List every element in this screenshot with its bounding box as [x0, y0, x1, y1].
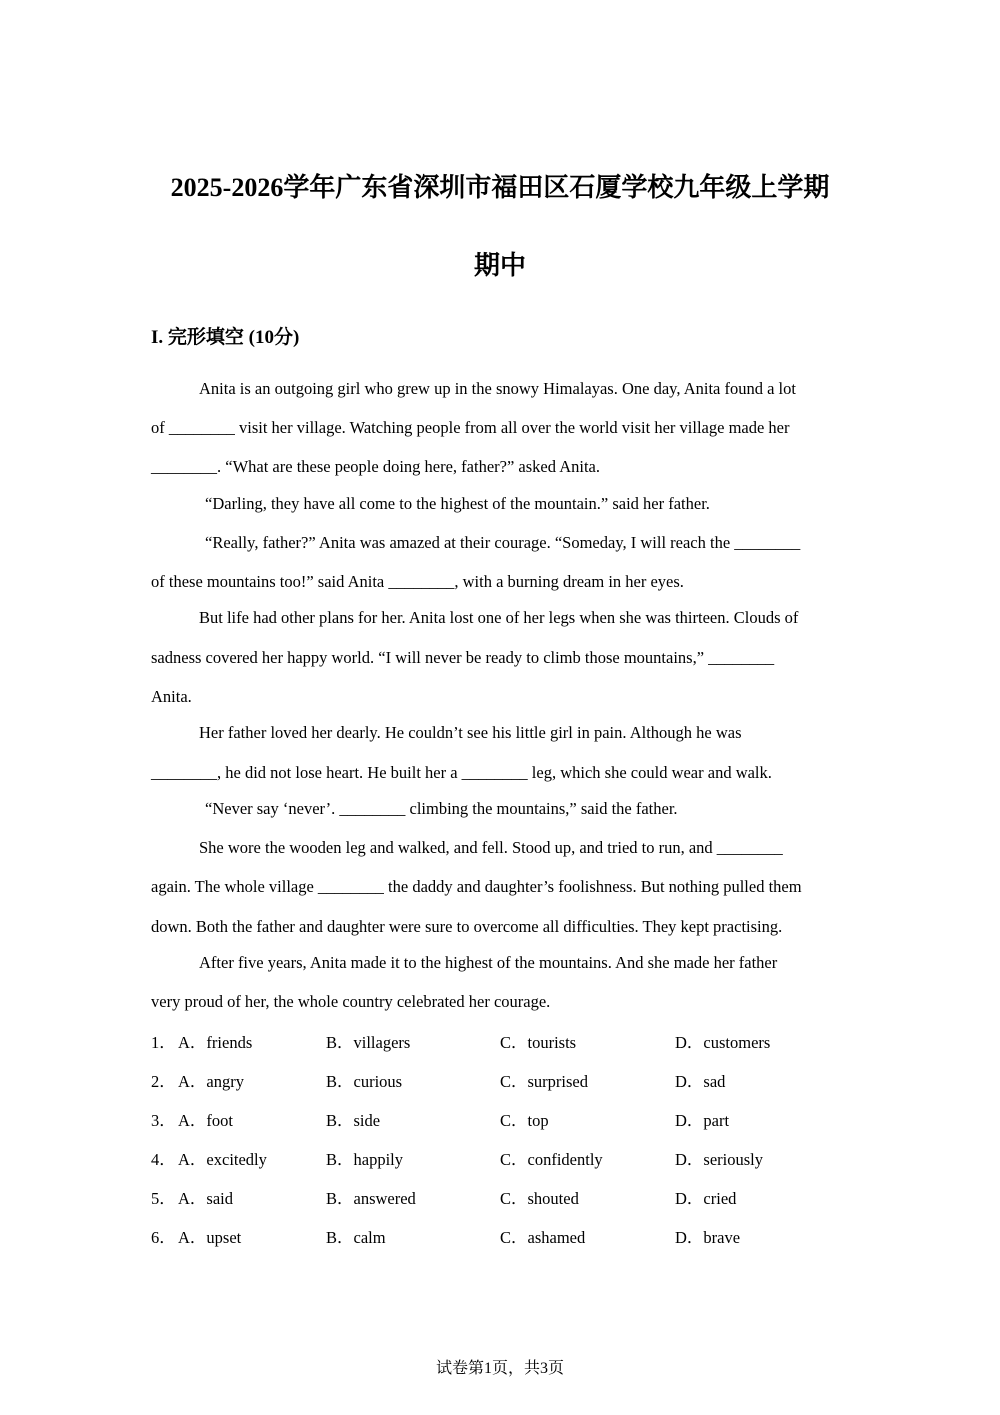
option-d: D．seriously	[675, 1150, 763, 1169]
option-d: D．part	[675, 1111, 730, 1130]
passage-line: very proud of her, the whole country celebrated her courage.	[151, 992, 551, 1011]
passage-line: “Darling, they have all come to the highest of the mountain.” said her father.	[205, 494, 710, 513]
option-a: A．angry	[178, 1072, 244, 1091]
question-number: 4．	[151, 1150, 176, 1169]
passage-line: of ________ visit her village. Watching people from all over the world visit her village made her	[151, 418, 790, 437]
option-b: B．answered	[326, 1189, 416, 1208]
passage-line: But life had other plans for her. Anita lost one of her legs when she was thirteen. Clouds of	[199, 608, 799, 627]
option-a: A．excitedly	[178, 1150, 267, 1169]
passage-line: down. Both the father and daughter were sure to overcome all difficulties. They kept practising.	[151, 917, 783, 936]
question-row	[151, 1185, 871, 1209]
question-number: 3．	[151, 1111, 176, 1130]
section-heading: I. 完形填空 (10分)	[151, 327, 300, 348]
option-c: C．shouted	[500, 1189, 579, 1208]
passage-line: ________. “What are these people doing here, father?” asked Anita.	[151, 457, 600, 476]
question-number: 2．	[151, 1072, 176, 1091]
option-b: B．calm	[326, 1228, 386, 1247]
option-c: C．tourists	[500, 1033, 577, 1052]
option-a: A．foot	[178, 1111, 233, 1130]
passage-line: “Really, father?” Anita was amazed at their courage. “Someday, I will reach the ________	[205, 533, 801, 552]
option-d: D．customers	[675, 1033, 771, 1052]
passage-line: sadness covered her happy world. “I will never be ready to climb those mountains,” ________	[151, 648, 775, 667]
option-d: D．sad	[675, 1072, 726, 1091]
question-row	[151, 1068, 871, 1092]
question-row	[151, 1029, 871, 1053]
option-a: A．upset	[178, 1228, 242, 1247]
document-title-line-2: 期中	[473, 251, 526, 280]
passage-line: Her father loved her dearly. He couldn’t see his little girl in pain. Although he was	[199, 723, 742, 742]
option-a: A．friends	[178, 1033, 253, 1052]
question-row	[151, 1146, 871, 1170]
passage-line: again. The whole village ________ the daddy and daughter’s foolishness. But nothing pulled them	[151, 877, 802, 896]
option-b: B．curious	[326, 1072, 403, 1091]
passage-line: Anita.	[151, 687, 192, 706]
document-title-line-1: 2025-2026学年广东省深圳市福田区石厦学校九年级上学期	[170, 173, 830, 202]
question-row	[151, 1107, 871, 1131]
passage-line: She wore the wooden leg and walked, and fell. Stood up, and tried to run, and ________	[199, 838, 783, 857]
option-c: C．surprised	[500, 1072, 588, 1091]
option-c: C．confidently	[500, 1150, 603, 1169]
page-footer: 试卷第1页，共3页	[435, 1360, 564, 1377]
option-b: B．side	[326, 1111, 381, 1130]
option-d: D．brave	[675, 1228, 741, 1247]
question-number: 1．	[151, 1033, 176, 1052]
passage-line: of these mountains too!” said Anita ________, with a burning dream in her eyes.	[151, 572, 684, 591]
question-number: 6．	[151, 1228, 176, 1247]
passage-line: “Never say ‘never’. ________ climbing the mountains,” said the father.	[205, 799, 678, 818]
passage-line: After five years, Anita made it to the highest of the mountains. And she made her father	[199, 953, 778, 972]
option-b: B．villagers	[326, 1033, 411, 1052]
passage-line: ________, he did not lose heart. He built her a ________ leg, which she could wear and walk.	[151, 763, 772, 782]
option-c: C．top	[500, 1111, 549, 1130]
question-number: 5．	[151, 1189, 176, 1208]
option-b: B．happily	[326, 1150, 403, 1169]
option-a: A．said	[178, 1189, 233, 1208]
question-row	[151, 1224, 871, 1248]
option-c: C．ashamed	[500, 1228, 586, 1247]
passage-line: Anita is an outgoing girl who grew up in the snowy Himalayas. One day, Anita found a lot	[199, 379, 796, 398]
option-d: D．cried	[675, 1189, 737, 1208]
